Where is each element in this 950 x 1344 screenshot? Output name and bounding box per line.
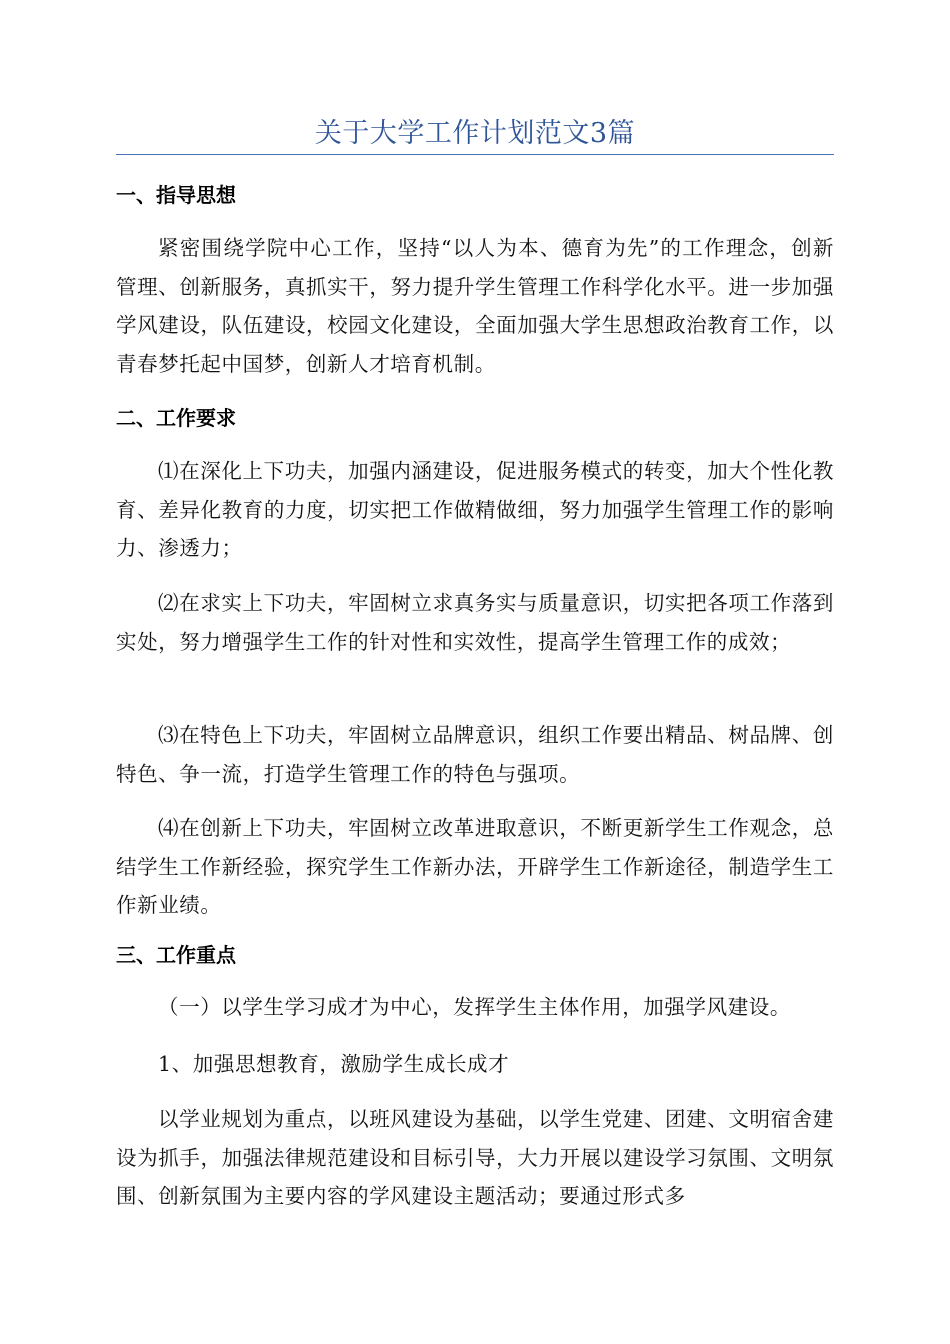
heading-work-focus: 三、工作重点 xyxy=(116,943,236,967)
heading-guiding-thought: 一、指导思想 xyxy=(116,183,236,207)
heading-work-requirements: 二、工作要求 xyxy=(116,406,236,430)
paragraph-requirement-2: ⑵在求实上下功夫，牢固树立求真务实与质量意识，切实把各项工作落到实处，努力增强学生工作的针对性和实效性，提高学生管理工作的成效； xyxy=(116,591,834,654)
paragraph-focus-3: 以学业规划为重点，以班风建设为基础，以学生党建、团建、文明宿舍建设为抓手，加强法律规范建设和目标引导，大力开展以建设学习氛围、文明氛围、创新氛围为主要内容的学风建设主题活动；要通过形式多 xyxy=(116,1107,834,1208)
paragraph-requirement-1: ⑴在深化上下功夫，加强内涵建设，促进服务模式的转变，加大个性化教育、差异化教育的力度，切实把工作做精做细，努力加强学生管理工作的影响力、渗透力； xyxy=(116,459,834,560)
paragraph-guiding-thought: 紧密围绕学院中心工作，坚持“以人为本、德育为先”的工作理念，创新管理、创新服务，真抓实干，努力提升学生管理工作科学化水平。进一步加强学风建设，队伍建设，校园文化建设，全面加强大学生思想政治教育工作，以青春梦托起中国梦，创新人才培育机制。 xyxy=(116,236,834,376)
paragraph-focus-1: （一）以学生学习成才为中心，发挥学生主体作用，加强学风建设。 xyxy=(158,995,791,1019)
paragraph-focus-2: 1、加强思想教育，激励学生成长成才 xyxy=(158,1052,510,1076)
title-underline xyxy=(116,154,834,155)
paragraph-requirement-4: ⑷在创新上下功夫，牢固树立改革进取意识，不断更新学生工作观念，总结学生工作新经验，探究学生工作新办法，开辟学生工作新途径，制造学生工作新业绩。 xyxy=(116,816,834,917)
document-title: 关于大学工作计划范文3篇 xyxy=(314,118,636,149)
paragraph-requirement-3: ⑶在特色上下功夫，牢固树立品牌意识，组织工作要出精品、树品牌、创特色、争一流，打造学生管理工作的特色与强项。 xyxy=(116,723,834,786)
